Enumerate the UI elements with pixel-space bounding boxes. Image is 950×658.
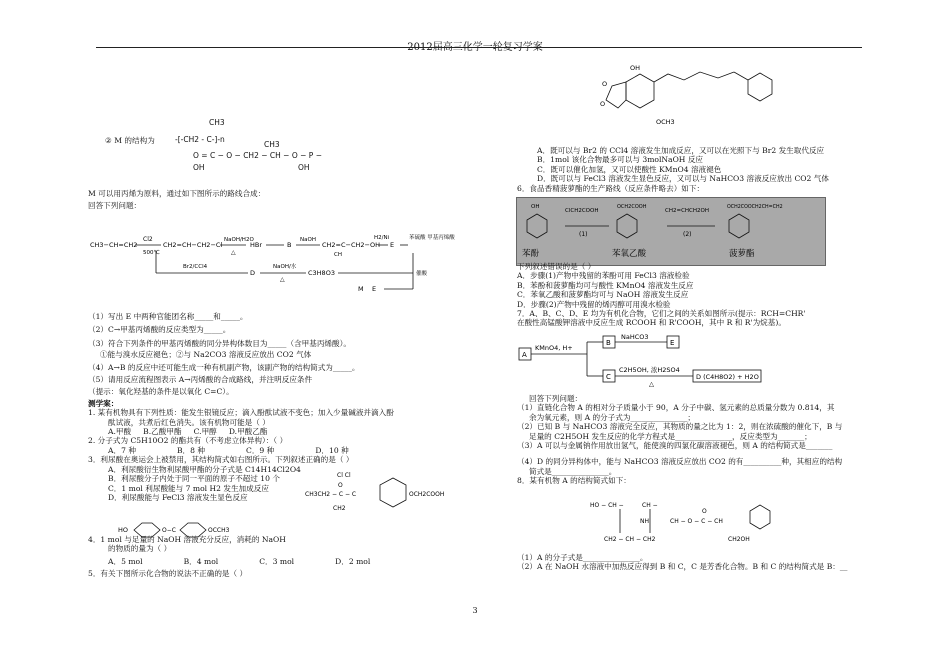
q8-structure (590, 495, 810, 551)
q3-struct-r: OCH2COOH (409, 491, 445, 498)
q3-struct-ch2: CH2 (333, 505, 346, 512)
q7-text-cont: 在酸性高锰酸钾溶液中反应生成 RCOOH 和 R'COOH，其中 R 和 R'为烷基)。 (517, 318, 786, 328)
route-delta3: △ (280, 276, 285, 283)
q8-nh: NH (640, 518, 649, 525)
q3-opt-c[interactable]: C．1 mol 利尿酸能与 7 mol H2 发生加成反应 (108, 483, 269, 493)
q7-q4-cont: 简式是_______________。 (529, 466, 617, 476)
route-b: B (287, 241, 292, 249)
m-struct-oh1: OH (193, 163, 205, 172)
answer-prompt: 回答下列问题： (88, 201, 142, 210)
q1-text-cont: 酞试液，共煮后红色消失。该有机物可能是（ ） (108, 417, 270, 427)
route-hbr: HBr (250, 241, 263, 249)
q1-text: 1. 某有机物具有下列性质：能发生银镜反应；滴入酚酞试液不变色；加入少量碱液并滴入酚 (88, 408, 394, 418)
route-cl2: Cl2 (143, 236, 153, 243)
right-q8 (517, 553, 875, 572)
route-temp: 500℃ (143, 250, 160, 256)
m-struct-side: CH3 (264, 140, 280, 149)
practice-title: 测学案： (88, 398, 119, 408)
q3-opt-b[interactable]: B．利尿酸分子内处于同一平面的原子不超过 10 个 (108, 474, 280, 484)
q7-text: 7．A、B、C、D、E 均为有机化合物，它们之间的关系如图所示(提示：RCH=CHR' (517, 309, 806, 319)
m-struct-label: ② M 的结构为 (105, 136, 155, 145)
page-header: 2012届高三化学一轮复习学案 (407, 42, 543, 53)
q6-step1: (1) (579, 231, 588, 238)
q5-structure (588, 62, 788, 144)
q5-opt-a[interactable]: A．既可以与 Br2 的 CCl4 溶液发生加成反应，又可以在光照下与 Br2 发生取代反应 (537, 146, 825, 155)
route-br2: Br2/CCl4 (183, 264, 208, 270)
q4-opt-b[interactable]: B．4 mol (183, 556, 219, 566)
q7-d: D (C4H8O2) + H2O (696, 373, 759, 381)
q6-p1: OH (531, 204, 540, 210)
q4-opt-a[interactable]: A．5 mol (108, 556, 143, 566)
q5-struct-oh: OH (630, 64, 641, 72)
q7-q4: （4）D 的同分异构体中，能与 NaHCO3 溶液反应放出 CO2 的有__________种，其相应的结构 (517, 457, 843, 467)
q2-opt-c[interactable]: C．9 种 (246, 445, 275, 455)
q7-flow-diagram (517, 334, 817, 394)
q7-q1-cont: 余为氧元素，则 A 的分子式为_______________； (529, 412, 695, 422)
q6-opt-b[interactable]: B．苯酚和菠萝酯均可与酸性 KMnO4 溶液发生反应 (517, 280, 694, 290)
route-d-box: E (390, 241, 395, 249)
q4-text-cont: 的物质的量为（ ） (108, 544, 172, 554)
q5-opt-c[interactable]: C．既可以催化加氢，又可以使酸性 KMnO4 溶液褪色 (537, 164, 722, 174)
q7-c: C (606, 373, 611, 381)
q7-q3: （3）A 可以与金属钠作用放出氢气，能使溴的四氯化碳溶液褪色，则 A 的结构简式是_______ (517, 441, 833, 451)
route-naoh1: NaOH/H2O (224, 237, 254, 243)
q4-struct-ho: HO (118, 526, 129, 534)
q4-opt-c[interactable]: C．3 mol (259, 556, 295, 566)
question-item: ①能与溴水反应褪色；②与 Na2CO3 溶液反应放出 CO2 气体 (100, 350, 312, 360)
q8-ch2a: CH − (642, 502, 658, 509)
q3-structure (305, 470, 475, 520)
q2-opt-a[interactable]: A．7 种 (108, 445, 136, 455)
route-e: E (372, 285, 377, 293)
m-struct-ester: O = C − O − CH2 − CH − O − P − (193, 151, 322, 160)
right-q7 (517, 394, 875, 486)
q5-struct-o1: O (600, 100, 606, 108)
q8-q2: （2）A 在 NaOH 水溶液中加热反应得到 B 和 C，C 是芳香化合物。B 和 C 的结构简式是 B：__ (517, 562, 848, 572)
right-q5 (517, 146, 875, 193)
question-item: （3）符合下列条件的甲基丙烯酸的同分异构体数目为_____（含甲基丙烯酸）。 (88, 338, 352, 348)
m-struct-oh2: OH (298, 163, 310, 172)
route-h-ni: H2/Ni (374, 235, 390, 241)
header-rule (96, 47, 862, 48)
route-c: CH2=C−CH2−OH (322, 241, 381, 249)
q6-opt-d[interactable]: D．步骤(2)产物中残留的烯丙醇可用溴水检验 (517, 299, 671, 309)
q4-text: 4．1 mol 与足量的 NaOH 溶液充分反应，消耗的 NaOH (88, 535, 286, 544)
page-number: 3 (472, 606, 478, 615)
q5-text: 5．有关下图所示化合物的说法不正确的是（ ） (88, 569, 248, 579)
q6-p3: OCH2COOCH2CH=CH2 (727, 205, 783, 210)
question-item: （4）A→B 的反应中还可能生成一种有机副产物，该副产物的结构简式为_____。 (88, 362, 360, 372)
synthesis-route-diagram (88, 215, 455, 295)
q6-n2: 苯氧乙酸 (612, 249, 647, 259)
q7-delta: △ (649, 380, 654, 388)
q6-p2: OCH2COOH (617, 204, 647, 210)
question-item: （2）C→甲基丙烯酸的反应类型为_____。 (88, 325, 231, 335)
q7-q2-cont: 足量的 C2H5OH 发生反应的化学方程式是_______________，反应类型为_______； (529, 431, 812, 441)
q6-opt-a[interactable]: A．步骤(1)产物中残留的苯酚可用 FeCl3 溶液检验 (517, 271, 690, 281)
q2-opt-d[interactable]: D．10 种 (315, 445, 349, 455)
route-delta1: △ (231, 249, 236, 256)
q7-e: E (670, 339, 675, 347)
q7-q1: （1）直链化合物 A 的相对分子质量小于 90，A 分子中碳、氢元素的总质量分数为 0.814，其 (517, 403, 835, 413)
route-d: D (250, 269, 256, 277)
m-struct-chain: -[-CH2 - C-]-n (175, 135, 225, 144)
q3-opt-d[interactable]: D．利尿酸能与 FeCl3 溶液发生显色反应 (108, 492, 248, 502)
q3-struct-cl: Cl Cl (337, 472, 351, 479)
q6-r2: CH2=CHCH2OH (665, 208, 709, 214)
left-questions-2 (88, 535, 498, 579)
q6-route-image (516, 197, 826, 266)
q6-step2: (2) (683, 231, 692, 238)
q2-options (88, 446, 498, 455)
q3-struct-main: CH3CH2 − C − C (305, 491, 357, 498)
q3-text: 3．利尿酸在奥运会上被禁用，其结构简式如右图所示。下列叙述正确的是（ ） (88, 455, 354, 465)
q5-struct-o2: O (602, 80, 608, 88)
route-c3h8o3: C3H8O3 (308, 269, 335, 277)
q7-kmno4: KMnO4, H+ (535, 344, 573, 352)
q3-opt-a[interactable]: A．利尿酸衍生物利尿酸甲酯的分子式是 C14H14Cl2O4 (108, 464, 301, 474)
q7-nahco3: NaHCO3 (621, 333, 649, 341)
question-item: （1）写出 E 中两种官能团名称_____和_____。 (88, 312, 248, 321)
q1-opt-b[interactable]: B.乙酸甲酯 (143, 427, 182, 437)
q8-o: O (702, 508, 707, 515)
route-m: M (358, 285, 364, 293)
q4-opt-d[interactable]: D．2 mol (335, 556, 371, 566)
q4-options (88, 557, 498, 566)
q4-struct-mid: O−C (162, 527, 176, 534)
q5-opt-b[interactable]: B．1mol 该化合物最多可以与 3molNaOH 反应 (537, 155, 704, 165)
synthesis-intro: M 可以用丙烯为原料，通过如下图所示的路线合成： (88, 189, 266, 198)
q7-prompt: 回答下列问题： (529, 394, 583, 403)
q6-r1: ClCH2COOH (565, 208, 599, 214)
q2-text: 2. 分子式为 C5H10O2 的酯共有（不考虑立体异构）：（ ） (88, 436, 288, 446)
q6-n1: 苯酚 (522, 249, 540, 259)
q6-prompt: 下列叙述错误的是（ ） (517, 262, 596, 271)
route-a: CH2=CH−CH2−Cl (163, 241, 223, 249)
q1-opt-d[interactable]: D.甲酸乙酯 (228, 427, 268, 437)
q8-q1: （1）A 的分子式是_______________。 (517, 553, 648, 562)
route-c-sub: CH (334, 252, 342, 258)
q8-text: 8．某有机物 A 的结构简式如下： (517, 476, 631, 486)
route-naoh3: NaOH/水 (273, 264, 297, 270)
q8-ch2c: CH2 − CH − CH2 (604, 536, 656, 543)
right-q6 (517, 262, 875, 328)
q8-ester: CH − O − C − CH (670, 518, 723, 525)
q6-n3: 菠萝酯 (729, 249, 755, 259)
route-product: 苯硫酸 甲基丙烯酸 (409, 235, 455, 241)
route-start: CH3−CH=CH2 (90, 241, 138, 249)
q6-opt-c[interactable]: C．苯氧乙酸和菠萝酯均可与 NaOH 溶液发生反应 (517, 290, 689, 300)
q7-cond: C2H5OH, 浓H2SO4 (619, 366, 680, 374)
q2-opt-b[interactable]: B．8 种 (176, 445, 205, 455)
route-naoh2: NaOH (300, 237, 316, 243)
q8-ho: HO − CH − (590, 502, 624, 509)
q4-struct-r: OCCH3 (208, 527, 230, 534)
q7-b: B (606, 339, 611, 347)
q8-ch2oh: CH2OH (728, 536, 750, 543)
question-item: （提示：氧化羟基的条件是以氧化 C=C）。 (88, 387, 234, 397)
question-item: （5）请用反应流程图表示 A→丙烯酸的合成路线，并注明反应条件 (88, 375, 313, 385)
q1-opt-a[interactable]: A.甲酸 (108, 427, 132, 437)
q5-struct-och3: OCH3 (656, 118, 675, 126)
q5-opt-d[interactable]: D．既可以与 FeCl3 溶液发生显色反应，又可以与 NaHCO3 溶液反应放出 CO2 气体 (537, 174, 829, 184)
q7-a: A (522, 351, 527, 359)
m-struct-ch3: CH3 (209, 118, 225, 127)
route-catalyst: 催酸 (416, 271, 428, 277)
q1-opt-c[interactable]: C.甲醇 (193, 427, 217, 437)
q3-struct-o: O (338, 482, 343, 489)
q6-text: 6．食品香精菠萝酯的生产路线（反应条件略去）如下： (517, 183, 705, 193)
q7-q2: （2）已知 B 与 NaHCO3 溶液完全反应，其物质的量之比为 1：2，则在浓硫酸的催化下，B 与 (517, 422, 843, 432)
